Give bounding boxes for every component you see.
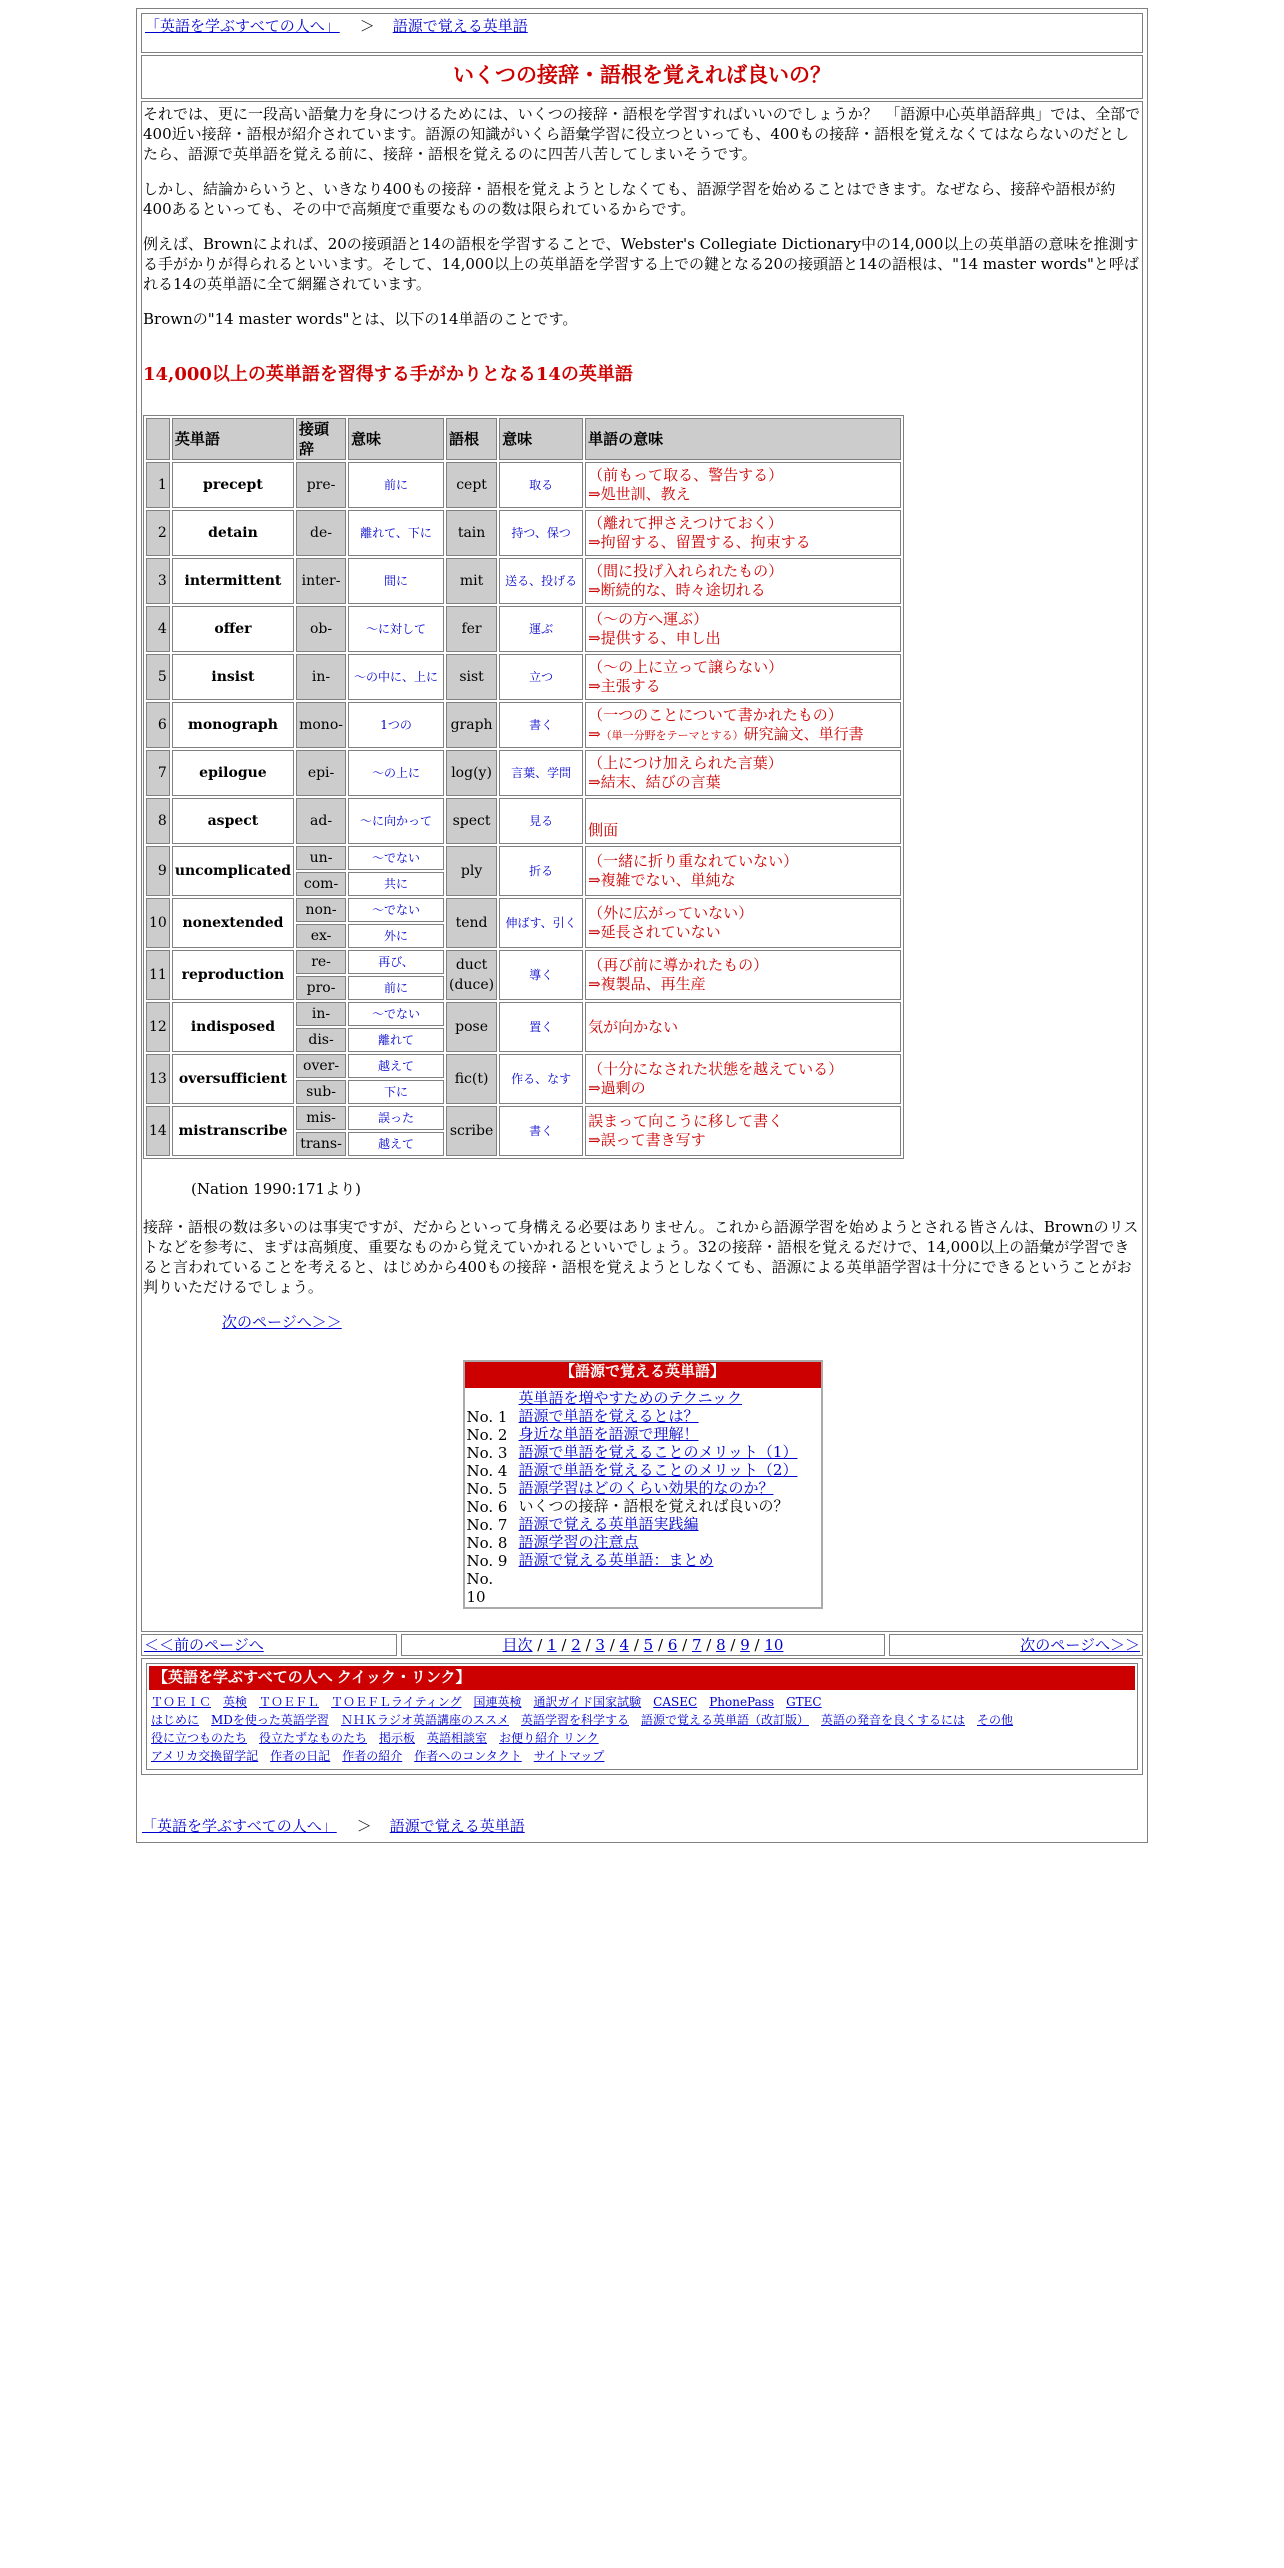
series-menu-item	[519, 1479, 819, 1497]
quick-link[interactable]: アメリカ交換留学記	[151, 1749, 259, 1763]
row-number: 4	[146, 606, 170, 652]
series-menu-item	[519, 1389, 819, 1407]
quick-link[interactable]: 作者の紹介	[342, 1749, 403, 1763]
quick-links-line	[151, 1693, 1133, 1711]
series-menu-item	[519, 1551, 819, 1569]
pager-page-link[interactable]: 5	[643, 1636, 654, 1654]
row-root-meaning: 送る、投げる	[499, 558, 583, 604]
quick-link[interactable]: PhonePass	[709, 1695, 775, 1709]
row-prefix: sub-	[296, 1080, 346, 1104]
quick-links-list	[147, 1692, 1137, 1769]
footer-breadcrumb	[139, 1777, 1145, 1840]
table-row	[146, 558, 901, 604]
paragraph-2: しかし、結論からいうと、いきなり400もの接辞・語根を覚えようとしなくても、語源学習を始めることはできます。なぜなら、接辞や語根が約400あるといっても、その中で高頻度で重要なものの数は限られているからです。	[143, 180, 1116, 218]
row-prefix-meaning: 外に	[348, 924, 444, 948]
row-word: indisposed	[172, 1002, 294, 1052]
paragraph-3: 例えば、Brownによれば、20の接頭語と14の語根を学習することで、Webster's Collegiate Dictionary中の14,000以上の英単語の意味を推測する手がかりが得られるといいます。そして、14,000以上の英単語を学習する上での鍵となる20の接頭語と14の語根は、"14 master words"と呼ばれる14の英単語に全て網羅されています。	[143, 235, 1139, 293]
row-prefix-meaning: ～の上に	[348, 750, 444, 796]
table-row	[146, 1002, 901, 1026]
series-menu-item	[519, 1407, 819, 1425]
row-word-meaning	[585, 1106, 901, 1156]
quick-links-title: 【英語を学ぶすべての人へ クイック・リンク】	[149, 1666, 1135, 1690]
row-prefix: ad-	[296, 798, 346, 844]
breadcrumb-current-link[interactable]: 語源で覚える英単語	[392, 17, 528, 35]
row-number: 1	[146, 462, 170, 508]
table-row	[146, 846, 901, 870]
row-word: uncomplicated	[172, 846, 294, 896]
quick-link[interactable]: はじめに	[151, 1713, 200, 1727]
row-word-meaning	[585, 898, 901, 948]
row-root: graph	[446, 702, 497, 748]
row-word-meaning	[585, 1054, 901, 1104]
quick-link[interactable]: お便り紹介 リンク	[499, 1731, 599, 1745]
row-prefix-meaning: 前に	[348, 462, 444, 508]
row-prefix-meaning: 離れて、下に	[348, 510, 444, 556]
table-row	[146, 1054, 901, 1078]
pager-page-link[interactable]: 1	[547, 1636, 557, 1654]
header-cell-word: 英単語	[172, 418, 294, 460]
pager-prev-cell	[141, 1634, 397, 1656]
row-prefix-meaning: 越えて	[348, 1132, 444, 1156]
row-prefix-meaning: 共に	[348, 872, 444, 896]
main-content	[141, 101, 1143, 1632]
row-word-meaning	[585, 950, 901, 1000]
word-meaning-line-1: （再び前に導かれたもの）	[588, 956, 769, 974]
row-word-meaning	[585, 798, 901, 844]
header-cell-root-meaning: 意味	[499, 418, 583, 460]
row-word: monograph	[172, 702, 294, 748]
row-number: 3	[146, 558, 170, 604]
pager-toc-link[interactable]: 目次	[502, 1636, 533, 1654]
page-frame	[136, 8, 1148, 1843]
quick-link[interactable]: 通訳ガイド国家試験	[533, 1695, 642, 1709]
series-menu-number: No. 10	[466, 1570, 494, 1606]
word-meaning-line-1: （十分になされた状態を越えている）	[588, 1060, 844, 1078]
word-meaning-line-1: （～の上に立って譲らない）	[588, 658, 784, 676]
row-prefix: pre-	[296, 462, 346, 508]
header-cell-prefix-meaning: 意味	[348, 418, 444, 460]
series-menu-link[interactable]: 語源で覚える英単語：まとめ	[518, 1551, 714, 1569]
table-row	[146, 750, 901, 796]
word-meaning-line-2: ⇒提供する、申し出	[588, 629, 721, 647]
row-prefix-meaning: 再び、	[348, 950, 444, 974]
quick-link[interactable]: 英語相談室	[427, 1731, 488, 1745]
word-meaning-line-1: （～の方へ運ぶ）	[588, 610, 709, 628]
row-word-meaning	[585, 1002, 901, 1052]
row-root: tain	[446, 510, 497, 556]
row-prefix: ob-	[296, 606, 346, 652]
row-word: nonextended	[172, 898, 294, 948]
header-cell-prefix: 接頭辞	[296, 418, 346, 460]
row-prefix: de-	[296, 510, 346, 556]
row-number: 10	[146, 898, 170, 948]
citation: (Nation 1990:171より)	[191, 1180, 361, 1198]
row-root: mit	[446, 558, 497, 604]
row-root-meaning: 書く	[499, 1106, 583, 1156]
pager-page-link[interactable]: 9	[740, 1636, 750, 1654]
row-root: ply	[446, 846, 497, 896]
series-menu-item	[519, 1425, 819, 1443]
series-menu-item	[519, 1533, 819, 1551]
row-root: fer	[446, 606, 497, 652]
row-number: 9	[146, 846, 170, 896]
row-word: offer	[172, 606, 294, 652]
table-row	[146, 606, 901, 652]
paragraph-1: それでは、更に一段高い語彙力を身につけるためには、いくつの接辞・語根を学習すればいいのでしょうか？ 「語源中心英単語辞典」では、全部で400近い接辞・語根が紹介されています。語源の知識がいくら語彙学習に役立つといっても、400もの接辞・語根を覚えなくてはならないのだとしたら、語源で英単語を覚える前に、接辞・語根を覚えるのに四苦八苦してしまいそうです。	[143, 105, 1141, 163]
row-prefix: in-	[296, 1002, 346, 1026]
row-number: 14	[146, 1106, 170, 1156]
quick-link[interactable]: CASEC	[653, 1695, 698, 1709]
footer-separator: ＞	[356, 1817, 372, 1835]
row-word: intermittent	[172, 558, 294, 604]
table-body	[146, 462, 901, 1156]
series-menu-item	[519, 1515, 819, 1533]
series-menu-number: No. 7	[466, 1516, 508, 1534]
row-number: 7	[146, 750, 170, 796]
row-root: cept	[446, 462, 497, 508]
row-word-meaning	[585, 750, 901, 796]
quick-link[interactable]: 英語学習を科学する	[520, 1713, 629, 1727]
series-menu-title: 【語源で覚える英単語】	[464, 1361, 822, 1388]
quick-link[interactable]: ＴＯＥＩＣ	[151, 1695, 212, 1709]
closing-paragraph: 接辞・語根の数は多いのは事実ですが、だからといって身構える必要はありません。これから語源学習を始めようとされる皆さんは、Brownのリストなどを参考に、まずは高頻度、重要なものから覚えていかれるといいでしょう。32の接辞・語根を覚えるだけで、14,000以上の語彙が学習できると言われていることを考えると、はじめから400もの接辞・語根を覚えようとしなくても、語源による英単語学習は十分にできるということがお判りいただけるでしょう。	[143, 1218, 1139, 1296]
word-meaning-line-2: ⇒複雑でない、単純な	[588, 871, 736, 889]
row-word-meaning	[585, 702, 901, 748]
word-meaning-line-1: （上につけ加えられた言葉）	[588, 754, 783, 772]
row-root-meaning: 書く	[499, 702, 583, 748]
series-menu-item	[519, 1497, 819, 1515]
row-root: sist	[446, 654, 497, 700]
pager-next-cell	[889, 1634, 1143, 1656]
row-word-meaning	[585, 846, 901, 896]
row-word-meaning	[585, 462, 901, 508]
quick-link[interactable]: 語源で覚える英単語（改訂版）	[640, 1713, 809, 1727]
series-menu-number: No. 5	[466, 1480, 508, 1498]
table-header-row	[146, 418, 901, 460]
word-meaning-line-1: （前もって取る、警告する）	[588, 466, 784, 484]
row-root: tend	[446, 898, 497, 948]
word-meaning-line-1: （一つのことについて書かれたもの）	[588, 705, 843, 724]
next-page-link-wrap	[222, 1312, 1142, 1332]
row-prefix: over-	[296, 1054, 346, 1078]
row-number: 11	[146, 950, 170, 1000]
row-prefix-meaning: ～でない	[348, 846, 444, 870]
page-title: いくつの接辞・語根を覚えれば良いの？	[141, 55, 1143, 99]
series-menu-item	[519, 1461, 819, 1479]
table-row	[146, 462, 901, 508]
quick-link[interactable]: サイトマップ	[533, 1749, 605, 1763]
row-root: spect	[446, 798, 497, 844]
row-root: log(y)	[446, 750, 497, 796]
row-prefix: mis-	[296, 1106, 346, 1130]
quick-link[interactable]: 国連英検	[473, 1695, 522, 1709]
row-word-meaning	[585, 606, 901, 652]
word-meaning-line-2: ⇒拘留する、留置する、拘束する	[588, 533, 811, 551]
row-prefix-meaning: 越えて	[348, 1054, 444, 1078]
quick-link[interactable]: 役立たずなものたち	[259, 1731, 368, 1745]
pager-pages: 目次 / 1 / 2 / 3 / 4 / 5 / 6 / 7 / 8 / 9 / 10	[401, 1634, 885, 1656]
row-prefix-meaning: 離れて	[348, 1028, 444, 1052]
row-prefix: re-	[296, 950, 346, 974]
pager-page-link[interactable]: 4	[619, 1636, 630, 1654]
row-number: 13	[146, 1054, 170, 1104]
quick-link[interactable]: ＴＯＥＦＬライティング	[331, 1695, 462, 1709]
row-root: fic(t)	[446, 1054, 497, 1104]
quick-link[interactable]: GTEC	[786, 1695, 822, 1709]
series-menu-number: No. 8	[466, 1534, 508, 1552]
breadcrumb-separator: ＞	[359, 17, 375, 35]
row-prefix-meaning: ～に向かって	[348, 798, 444, 844]
quick-link[interactable]: その他	[977, 1713, 1014, 1727]
table-row	[146, 950, 901, 974]
next-page-link[interactable]: 次のページへ＞＞	[222, 1313, 342, 1331]
row-prefix: un-	[296, 846, 346, 870]
row-prefix-meaning: 前に	[348, 976, 444, 1000]
quick-link[interactable]: 英語の発音を良くするには	[820, 1713, 965, 1727]
row-root-meaning: 置く	[499, 1002, 583, 1052]
row-number: 6	[146, 702, 170, 748]
row-prefix: trans-	[296, 1132, 346, 1156]
row-prefix-meaning: ～でない	[348, 898, 444, 922]
table-row	[146, 654, 901, 700]
row-prefix-meaning: ～に対して	[348, 606, 444, 652]
paragraph-4: Brownの"14 master words"とは、以下の14単語のことです。	[143, 310, 578, 328]
word-meaning-line-2: ⇒処世訓、教え	[588, 485, 691, 503]
word-meaning-line-1: （外に広がっていない）	[588, 904, 754, 922]
row-word-meaning	[585, 510, 901, 556]
word-meaning-line-2: 側面	[588, 821, 619, 839]
quick-link[interactable]: 作者へのコンタクト	[414, 1749, 522, 1763]
quick-link[interactable]: ＴＯＥＦＬ	[259, 1695, 320, 1709]
quick-links-inner	[146, 1663, 1138, 1770]
row-prefix: com-	[296, 872, 346, 896]
row-prefix: mono-	[296, 702, 346, 748]
series-menu-number: No. 6	[466, 1498, 508, 1516]
word-meaning-line-2: ⇒主張する	[588, 677, 661, 695]
word-meaning-line-1: 誤まって向こうに移して書く	[588, 1112, 784, 1130]
row-word-meaning	[585, 558, 901, 604]
word-meaning-line-1	[588, 802, 898, 821]
series-menu-link[interactable]: 英単語を増やすためのテクニック	[518, 1389, 743, 1407]
series-menu-current: いくつの接辞・語根を覚えれば良いの？	[518, 1497, 789, 1515]
row-prefix-meaning: 誤った	[348, 1106, 444, 1130]
quick-link[interactable]: 英検	[223, 1695, 248, 1709]
series-menu-link[interactable]: 語源で単語を覚えるとは？	[518, 1407, 699, 1425]
series-menu-link[interactable]: 語源で覚える英単語実践編	[518, 1515, 699, 1533]
table-row	[146, 898, 901, 922]
row-root-meaning: 持つ、保つ	[499, 510, 583, 556]
word-meaning-line-2: ⇒誤って書き写す	[588, 1131, 706, 1149]
header-cell-root: 語根	[446, 418, 497, 460]
quick-links-line	[151, 1729, 1133, 1747]
pager-next-link[interactable]: 次のページへ＞＞	[1020, 1636, 1140, 1654]
pager-prev-link[interactable]: ＜＜前のページへ	[144, 1636, 264, 1654]
row-word: detain	[172, 510, 294, 556]
pager-page-link[interactable]: 8	[716, 1636, 726, 1654]
row-number: 2	[146, 510, 170, 556]
word-meaning-text: 研究論文、単行書	[743, 724, 864, 743]
row-root-meaning: 運ぶ	[499, 606, 583, 652]
series-menu-number: No. 1	[466, 1408, 508, 1426]
row-root: scribe	[446, 1106, 497, 1156]
series-menu-number: No. 2	[466, 1426, 508, 1444]
row-root-meaning: 導く	[499, 950, 583, 1000]
row-root-meaning: 作る、なす	[499, 1054, 583, 1104]
series-menu-numbers	[464, 1388, 517, 1608]
quick-links-line	[151, 1747, 1133, 1765]
table-heading: 14,000以上の英単語を習得する手がかりとなる14の英単語	[143, 364, 633, 385]
footer-current-link[interactable]: 語源で覚える英単語	[389, 1817, 525, 1835]
quick-link[interactable]: 作者の日記	[270, 1749, 331, 1763]
series-menu-item	[519, 1443, 819, 1461]
row-number: 12	[146, 1002, 170, 1052]
row-prefix: dis-	[296, 1028, 346, 1052]
row-prefix-meaning: 下に	[348, 1080, 444, 1104]
word-meaning-line-1: （一緒に折り重なれていない）	[588, 852, 799, 870]
row-root-meaning: 折る	[499, 846, 583, 896]
word-meaning-line-2: ⇒結末、結びの言葉	[588, 773, 721, 791]
header-cell-number	[146, 418, 170, 460]
row-word: reproduction	[172, 950, 294, 1000]
row-word: mistranscribe	[172, 1106, 294, 1156]
row-prefix: in-	[296, 654, 346, 700]
pager-page-link[interactable]: 7	[691, 1636, 702, 1654]
quick-links-line	[151, 1711, 1133, 1729]
pager-page-link[interactable]: 10	[764, 1636, 784, 1654]
row-prefix-meaning: ～の中に、上に	[348, 654, 444, 700]
series-menu-number: No. 3	[466, 1444, 508, 1462]
word-meaning-line-1: 気が向かない	[588, 1017, 679, 1036]
breadcrumb	[141, 13, 1143, 53]
word-meaning-line-1: （離れて押さえつけておく）	[588, 514, 783, 532]
word-meaning-line-2: ⇒複製品、再生産	[588, 975, 706, 993]
row-prefix: inter-	[296, 558, 346, 604]
table-row	[146, 702, 901, 748]
row-word-meaning	[585, 654, 901, 700]
row-prefix-meaning: ～でない	[348, 1002, 444, 1026]
row-word: precept	[172, 462, 294, 508]
series-menu-links	[517, 1388, 822, 1608]
pager-page-link[interactable]: 2	[571, 1636, 581, 1654]
master-words-table	[143, 415, 904, 1159]
word-meaning-line-2: ⇒断続的な、時々途切れる	[588, 581, 766, 599]
quick-link[interactable]: ＮＨＫラジオ英語講座のススメ	[340, 1713, 509, 1727]
series-menu-link[interactable]: 語源学習はどのくらい効果的なのか？	[518, 1479, 774, 1497]
row-root-meaning: 取る	[499, 462, 583, 508]
series-menu-number: No. 4	[466, 1462, 508, 1480]
table-row	[146, 798, 901, 844]
pager-page-link[interactable]: 6	[667, 1636, 678, 1654]
quick-link[interactable]: 役に立つものたち	[151, 1731, 248, 1745]
row-prefix-meaning: 1つの	[348, 702, 444, 748]
row-word: epilogue	[172, 750, 294, 796]
row-root-meaning: 立つ	[499, 654, 583, 700]
row-root-meaning: 言葉、学問	[499, 750, 583, 796]
row-root-meaning: 伸ばす、引く	[499, 898, 583, 948]
series-menu-link[interactable]: 語源で単語を覚えることのメリット（1）	[518, 1443, 798, 1461]
row-prefix: non-	[296, 898, 346, 922]
row-number: 5	[146, 654, 170, 700]
row-word: oversufficient	[172, 1054, 294, 1104]
series-menu-link[interactable]: 語源学習の注意点	[518, 1533, 639, 1551]
row-word: insist	[172, 654, 294, 700]
breadcrumb-home-link[interactable]: 「英語を学ぶすべての人へ」	[145, 17, 340, 35]
word-meaning-line-2	[588, 725, 898, 745]
table-row	[146, 1106, 901, 1130]
row-word: aspect	[172, 798, 294, 844]
row-prefix-meaning: 間に	[348, 558, 444, 604]
row-root: duct (duce)	[446, 950, 497, 1000]
series-menu-link[interactable]: 語源で単語を覚えることのメリット（2）	[518, 1461, 798, 1479]
pager-page-link[interactable]: 3	[595, 1636, 605, 1654]
pager	[141, 1634, 1143, 1656]
word-meaning-arrow: ⇒	[588, 724, 601, 743]
series-menu-number: No. 9	[466, 1552, 508, 1570]
row-prefix: pro-	[296, 976, 346, 1000]
row-root-meaning: 見る	[499, 798, 583, 844]
quick-links-box	[141, 1658, 1143, 1775]
word-meaning-note: （単一分野をテーマとする）	[600, 728, 744, 742]
row-root: pose	[446, 1002, 497, 1052]
series-menu	[463, 1360, 823, 1609]
word-meaning-line-2: ⇒延長されていない	[588, 923, 721, 941]
quick-link[interactable]: MDを使った英語学習	[211, 1713, 329, 1727]
quick-link[interactable]: 掲示板	[379, 1731, 416, 1745]
word-meaning-line-2: ⇒過剰の	[588, 1079, 646, 1097]
table-row	[146, 510, 901, 556]
row-prefix: ex-	[296, 924, 346, 948]
series-menu-link[interactable]: 身近な単語を語源で理解！	[518, 1425, 699, 1443]
row-prefix: epi-	[296, 750, 346, 796]
footer-home-link[interactable]: 「英語を学ぶすべての人へ」	[142, 1817, 337, 1835]
word-meaning-line-1: （間に投げ入れられたもの）	[588, 562, 784, 580]
row-number: 8	[146, 798, 170, 844]
header-cell-word-meaning: 単語の意味	[585, 418, 901, 460]
